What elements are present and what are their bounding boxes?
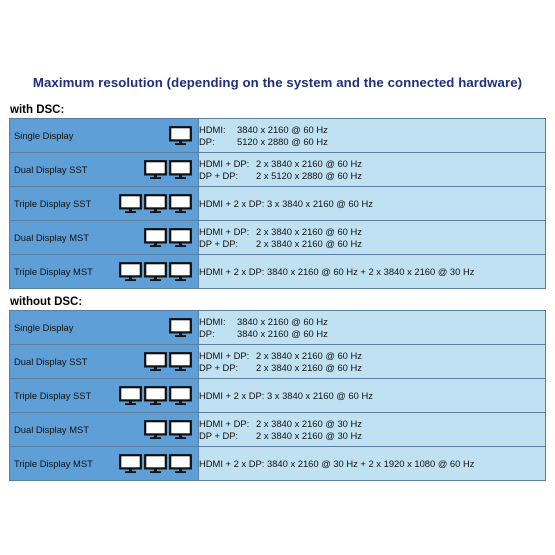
resolution-line — [199, 198, 545, 210]
table-row — [10, 119, 546, 153]
configuration-cell — [10, 345, 199, 379]
table-row — [10, 187, 546, 221]
configuration-label: Triple Display SST — [14, 197, 92, 209]
monitor-icon — [144, 160, 167, 180]
resolution-line — [199, 170, 545, 182]
configuration-cell — [10, 379, 199, 413]
monitor-icon — [169, 420, 192, 440]
configuration-label: Dual Display SST — [14, 355, 88, 367]
resolution-value: 2 x 5120 x 2880 @ 60 Hz — [256, 169, 362, 181]
monitor-icon — [144, 454, 167, 474]
configuration-label: Single Display — [14, 129, 74, 141]
port-label: DP + DP: — [199, 361, 239, 373]
resolution-cell — [199, 379, 546, 413]
monitor-icons — [119, 194, 192, 214]
resolution-value: 2 x 3840 x 2160 @ 60 Hz — [256, 225, 362, 237]
monitor-icon — [169, 262, 192, 282]
resolution-cell — [199, 345, 546, 379]
resolution-value: HDMI + 2 x DP: 3840 x 2160 @ 60 Hz + 2 x 3840 x 2160 @ 30 Hz — [199, 265, 475, 277]
resolution-cell — [199, 187, 546, 221]
monitor-icon — [169, 352, 192, 372]
configuration-label: Triple Display MST — [14, 457, 93, 469]
monitor-icon — [169, 318, 192, 338]
resolution-cell — [199, 221, 546, 255]
section-label-with-dsc: with DSC: — [10, 104, 65, 116]
resolution-line — [199, 430, 545, 442]
resolution-line — [199, 124, 545, 136]
resolution-value: HDMI + 2 x DP: 3 x 3840 x 2160 @ 60 Hz — [199, 197, 373, 209]
configuration-cell — [10, 187, 199, 221]
resolution-cell — [199, 413, 546, 447]
resolution-line — [199, 418, 545, 430]
port-label: HDMI + DP: — [199, 417, 250, 429]
resolution-value: 2 x 3840 x 2160 @ 30 Hz — [256, 417, 362, 429]
resolution-value: 3840 x 2160 @ 60 Hz — [237, 123, 328, 135]
resolution-value: 2 x 3840 x 2160 @ 60 Hz — [256, 361, 362, 373]
resolution-value: 3840 x 2160 @ 60 Hz — [237, 327, 328, 339]
resolution-value: 2 x 3840 x 2160 @ 60 Hz — [256, 237, 362, 249]
monitor-icon — [144, 262, 167, 282]
resolution-value: HDMI + 2 x DP: 3840 x 2160 @ 30 Hz + 2 x 1920 x 1080 @ 60 Hz — [199, 457, 475, 469]
configuration-label: Dual Display MST — [14, 231, 90, 243]
port-label: DP: — [199, 135, 215, 147]
monitor-icon — [169, 386, 192, 406]
monitor-icon — [169, 228, 192, 248]
resolution-value: 2 x 3840 x 2160 @ 30 Hz — [256, 429, 362, 441]
resolution-line — [199, 350, 545, 362]
configuration-label: Single Display — [14, 321, 74, 333]
monitor-icon — [144, 352, 167, 372]
resolution-line — [199, 328, 545, 340]
monitor-icons — [119, 262, 192, 282]
port-label: HDMI + DP: — [199, 349, 250, 361]
monitor-icons — [144, 420, 192, 440]
monitor-icon — [169, 126, 192, 146]
monitor-icon — [169, 160, 192, 180]
resolution-line — [199, 458, 545, 470]
table-with-dsc — [9, 118, 546, 289]
table-row — [10, 379, 546, 413]
configuration-cell — [10, 221, 199, 255]
configuration-label: Triple Display MST — [14, 265, 93, 277]
table-row — [10, 221, 546, 255]
monitor-icon — [169, 194, 192, 214]
monitor-icon — [119, 194, 142, 214]
configuration-label: Dual Display MST — [14, 423, 90, 435]
table-row — [10, 255, 546, 289]
monitor-icons — [144, 352, 192, 372]
resolution-line — [199, 238, 545, 250]
resolution-value: HDMI + 2 x DP: 3 x 3840 x 2160 @ 60 Hz — [199, 389, 373, 401]
resolution-cell — [199, 311, 546, 345]
monitor-icons — [169, 126, 192, 146]
resolution-line — [199, 158, 545, 170]
page-title: Maximum resolution (depending on the system and the connected hardware) — [32, 75, 523, 90]
resolution-line — [199, 390, 545, 402]
port-label: DP + DP: — [199, 169, 239, 181]
configuration-label: Triple Display SST — [14, 389, 92, 401]
port-label: DP: — [199, 327, 215, 339]
resolution-cell — [199, 119, 546, 153]
resolution-value: 2 x 3840 x 2160 @ 60 Hz — [256, 349, 362, 361]
monitor-icon — [169, 454, 192, 474]
table-row — [10, 447, 546, 481]
configuration-cell — [10, 153, 199, 187]
monitor-icons — [144, 160, 192, 180]
resolution-cell — [199, 255, 546, 289]
monitor-icons — [144, 228, 192, 248]
port-label: HDMI + DP: — [199, 225, 250, 237]
port-label: DP + DP: — [199, 429, 239, 441]
resolution-line — [199, 316, 545, 328]
monitor-icon — [144, 386, 167, 406]
configuration-cell — [10, 119, 199, 153]
monitor-icon — [119, 262, 142, 282]
monitor-icon — [144, 420, 167, 440]
monitor-icon — [144, 194, 167, 214]
resolution-value: 2 x 3840 x 2160 @ 60 Hz — [256, 157, 362, 169]
monitor-icon — [119, 386, 142, 406]
monitor-icon — [119, 454, 142, 474]
configuration-cell — [10, 311, 199, 345]
monitor-icons — [169, 318, 192, 338]
configuration-cell — [10, 255, 199, 289]
resolution-line — [199, 136, 545, 148]
port-label: DP + DP: — [199, 237, 239, 249]
resolution-line — [199, 226, 545, 238]
port-label: HDMI: — [199, 123, 226, 135]
configuration-label: Dual Display SST — [14, 163, 88, 175]
resolution-cell — [199, 447, 546, 481]
monitor-icon — [144, 228, 167, 248]
table-row — [10, 311, 546, 345]
section-label-without-dsc: without DSC: — [10, 296, 83, 308]
configuration-cell — [10, 447, 199, 481]
resolution-value: 5120 x 2880 @ 60 Hz — [237, 135, 328, 147]
monitor-icons — [119, 454, 192, 474]
port-label: HDMI + DP: — [199, 157, 250, 169]
table-without-dsc — [9, 310, 546, 481]
resolution-line — [199, 266, 545, 278]
table-row — [10, 413, 546, 447]
configuration-cell — [10, 413, 199, 447]
resolution-cell — [199, 153, 546, 187]
table-row — [10, 153, 546, 187]
table-row — [10, 345, 546, 379]
monitor-icons — [119, 386, 192, 406]
port-label: HDMI: — [199, 315, 226, 327]
resolution-line — [199, 362, 545, 374]
resolution-value: 3840 x 2160 @ 60 Hz — [237, 315, 328, 327]
